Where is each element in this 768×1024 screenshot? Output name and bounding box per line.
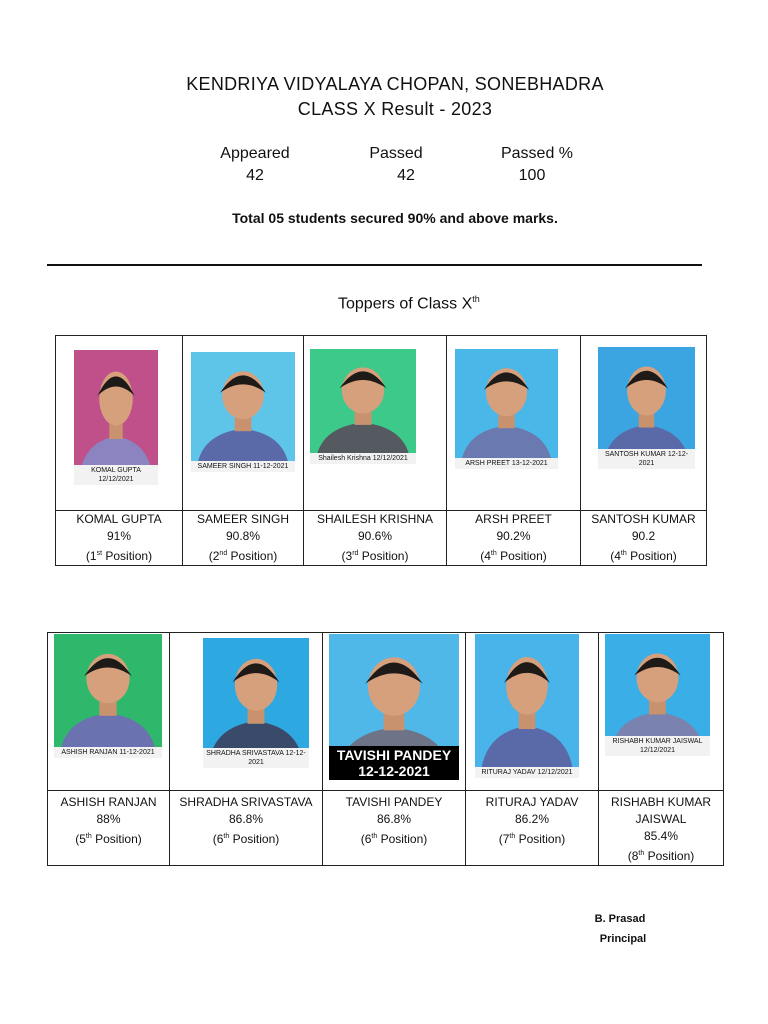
stat-passed-pct-label: Passed % bbox=[500, 145, 574, 162]
photo-cell bbox=[447, 336, 581, 511]
topper-score: 88% bbox=[96, 812, 121, 826]
photo-cell bbox=[56, 336, 183, 511]
photo-cell bbox=[48, 633, 170, 791]
photo-cell bbox=[183, 336, 304, 511]
topper-name: SANTOSH KUMAR bbox=[591, 512, 696, 526]
photo-cell bbox=[581, 336, 707, 511]
topper-info bbox=[56, 511, 183, 566]
topper-name: ASHISH RANJAN bbox=[60, 795, 157, 809]
photo-cell bbox=[466, 633, 599, 791]
topper-info bbox=[183, 511, 304, 566]
photo-caption: ASHISH RANJAN 11-12-2021 bbox=[54, 747, 162, 758]
student-photo bbox=[475, 634, 579, 778]
topper-position: (7th Position) bbox=[498, 832, 566, 846]
topper-score: 86.2% bbox=[514, 812, 550, 826]
toppers-table-row2 bbox=[47, 632, 724, 866]
topper-position: (4th Position) bbox=[480, 549, 547, 563]
toppers-table-row1 bbox=[55, 335, 707, 566]
result-title: CLASS X Result - 2023 bbox=[297, 99, 493, 119]
stat-appeared-label: Appeared bbox=[220, 145, 290, 162]
school-title: KENDRIYA VIDYALAYA CHOPAN, SONEBHADRA bbox=[186, 74, 604, 94]
topper-name: KOMAL GUPTA bbox=[76, 512, 162, 526]
topper-score: 86.8% bbox=[376, 812, 412, 826]
student-photo bbox=[455, 349, 558, 469]
topper-info bbox=[581, 511, 707, 566]
topper-position: (3rd Position) bbox=[341, 549, 409, 563]
photo-cell bbox=[323, 633, 466, 791]
topper-position: (6th Position) bbox=[360, 832, 428, 846]
topper-score: 85.4% bbox=[643, 829, 679, 843]
signature-name: B. Prasad bbox=[594, 913, 646, 925]
topper-score: 90.8% bbox=[225, 529, 261, 543]
photo-caption: RITURAJ YADAV 12/12/2021 bbox=[475, 767, 579, 778]
photo-caption: SANTOSH KUMAR 12-12-2021 bbox=[598, 449, 695, 469]
photo-caption: RISHABH KUMAR JAISWAL 12/12/2021 bbox=[605, 736, 710, 756]
topper-name: TAVISHI PANDEY bbox=[345, 795, 443, 809]
topper-position: (6th Position) bbox=[212, 832, 280, 846]
topper-info bbox=[323, 791, 466, 866]
photo-cell bbox=[599, 633, 724, 791]
student-photo bbox=[329, 634, 459, 780]
topper-score: 86.8% bbox=[228, 812, 264, 826]
topper-name: SAMEER SINGH bbox=[196, 512, 289, 526]
topper-name: SHAILESH KRISHNA bbox=[316, 512, 434, 526]
student-photo bbox=[605, 634, 710, 756]
student-photo bbox=[203, 638, 309, 768]
topper-score: 91% bbox=[106, 529, 132, 543]
student-photo bbox=[74, 350, 158, 485]
student-photo bbox=[310, 349, 416, 464]
topper-name: RISHABH KUMAR bbox=[610, 795, 711, 809]
photo-caption: TAVISHI PANDEY 12-12-2021 bbox=[329, 746, 459, 780]
student-photo bbox=[54, 634, 162, 758]
topper-info bbox=[48, 791, 170, 866]
signature-title: Principal bbox=[599, 933, 647, 945]
topper-info bbox=[304, 511, 447, 566]
topper-info bbox=[447, 511, 581, 566]
stat-passed-pct-value: 100 bbox=[518, 167, 546, 184]
photo-caption: Shailesh Krishna 12/12/2021 bbox=[310, 453, 416, 464]
stat-passed-value: 42 bbox=[397, 167, 415, 184]
photo-caption: SHRADHA SRIVASTAVA 12-12-2021 bbox=[203, 748, 309, 768]
topper-name: SHRADHA SRIVASTAVA bbox=[179, 795, 313, 809]
topper-position: (8th Position) bbox=[627, 849, 695, 863]
photo-caption: ARSH PREET 13-12-2021 bbox=[455, 458, 558, 469]
topper-position: (5th Position) bbox=[75, 832, 142, 846]
topper-position: (1st Position) bbox=[85, 549, 153, 563]
topper-name: ARSH PREET bbox=[475, 512, 552, 526]
stat-appeared-value: 42 bbox=[246, 167, 264, 184]
photo-cell bbox=[170, 633, 323, 791]
topper-position: (2nd Position) bbox=[208, 549, 278, 563]
photo-cell bbox=[304, 336, 447, 511]
student-photo bbox=[598, 347, 695, 469]
stat-passed-label: Passed bbox=[369, 145, 423, 162]
topper-name-line2: JAISWAL bbox=[635, 812, 687, 826]
photo-caption: SAMEER SINGH 11-12-2021 bbox=[191, 461, 295, 472]
student-photo bbox=[191, 352, 295, 472]
toppers-heading: Toppers of Class Xth bbox=[338, 294, 480, 313]
divider-line bbox=[47, 264, 702, 266]
topper-name: RITURAJ YADAV bbox=[485, 795, 579, 809]
topper-info bbox=[599, 791, 724, 866]
photo-caption: KOMAL GUPTA 12/12/2021 bbox=[74, 465, 158, 485]
summary-text: Total 05 students secured 90% and above marks. bbox=[232, 210, 558, 226]
topper-score: 90.2 bbox=[631, 529, 656, 543]
topper-info bbox=[170, 791, 323, 866]
topper-info bbox=[466, 791, 599, 866]
topper-score: 90.2% bbox=[496, 529, 531, 543]
topper-position: (4th Position) bbox=[610, 549, 677, 563]
topper-score: 90.6% bbox=[357, 529, 393, 543]
